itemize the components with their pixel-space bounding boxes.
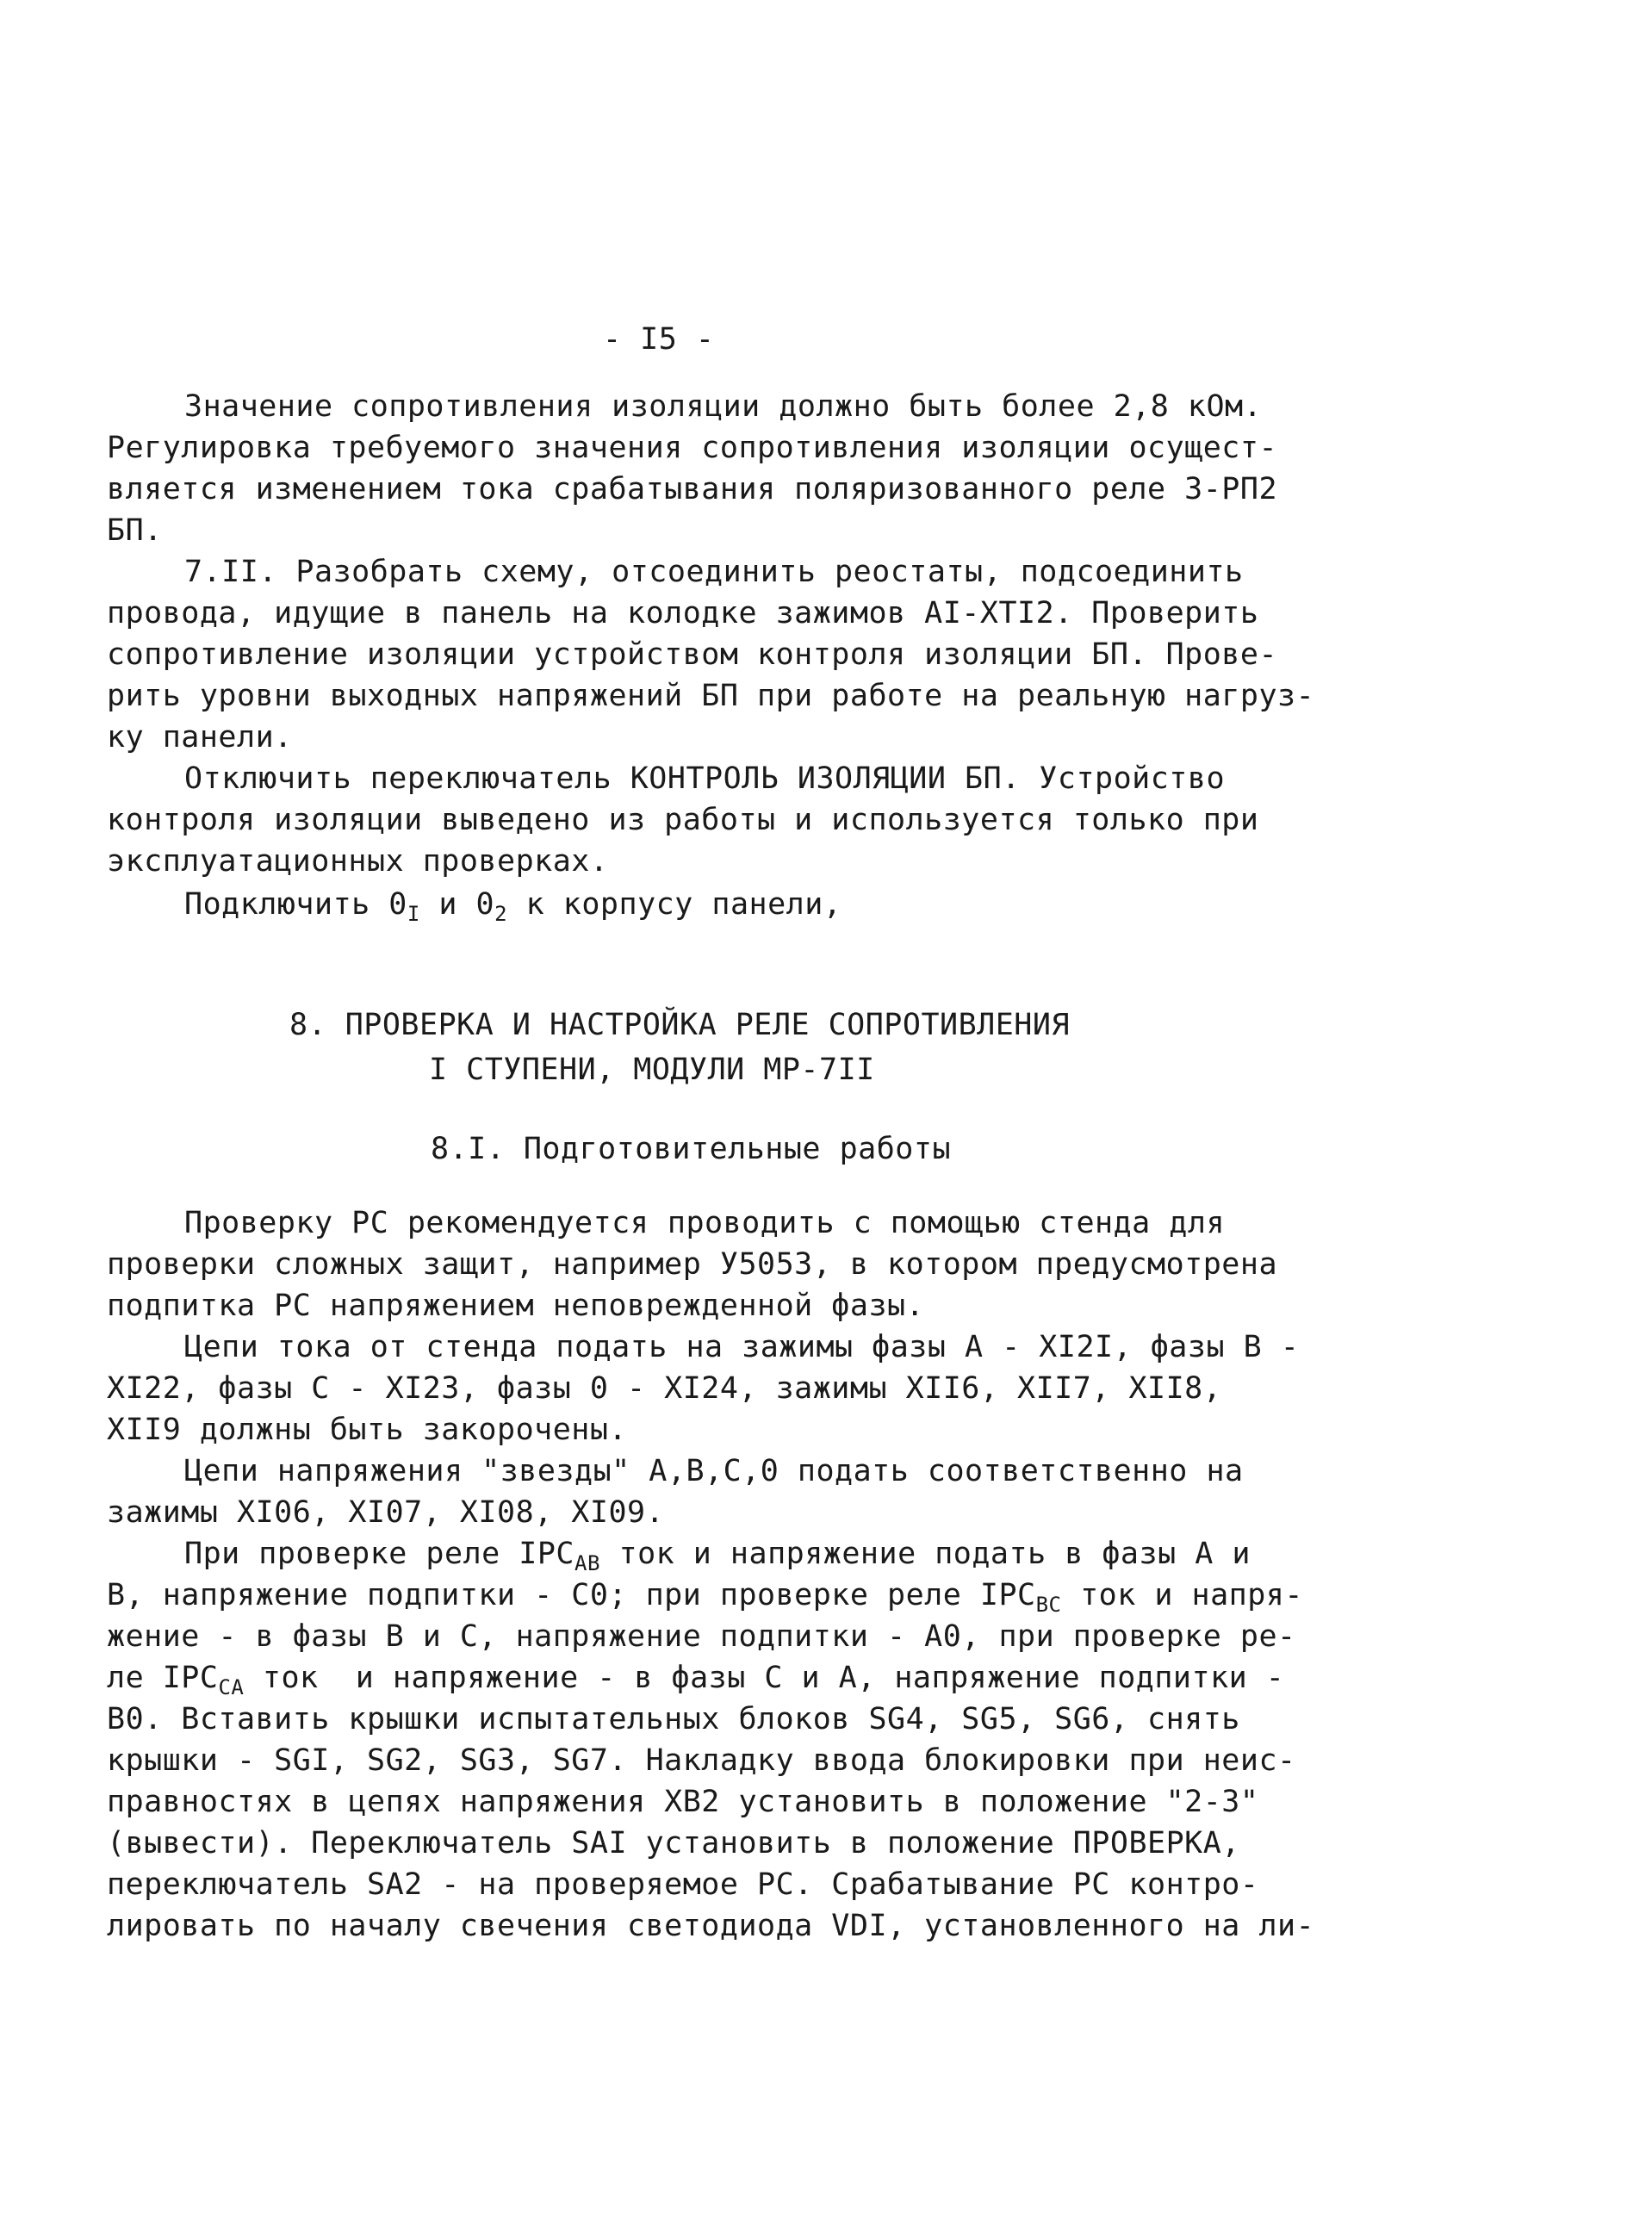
text-line: БП. [107, 513, 163, 548]
text-line: зажимы XI06, XI07, XI08, XI09. [107, 1495, 665, 1530]
text-line: эксплуатационных проверках. [107, 844, 609, 879]
text-line: Подключить $0_I$ и $0_2$ к корпусу панели, [184, 887, 842, 926]
text-line: При проверке реле $IPC_{AB}$ ток и напряжение подать в фазы А и [184, 1537, 1251, 1575]
text-line: провода, идущие в панель на колодке зажимов AI-XTI2. Проверить [107, 596, 1259, 631]
text-line: ку панели. [107, 720, 293, 755]
text-line: контроля изоляции выведено из работы и используется только при [107, 803, 1259, 837]
text-line: Цепи тока от стенда подать на зажимы фазы А - XI2I, фазы В - [184, 1330, 1300, 1364]
text-line: жение - в фазы В и С, напряжение подпитки - А0, при проверке ре- [107, 1619, 1296, 1654]
text-line: (вывести). Переключатель SAI установить в положение ПРОВЕРКА, [107, 1826, 1240, 1861]
text-line: Проверку РС рекомендуется проводить с помощью стенда для [184, 1206, 1226, 1240]
text-line: В, напряжение подпитки - С0; при проверке реле $IPC_{BC}$ ток и напря- [107, 1578, 1303, 1617]
text-line: Цепи напряжения "звезды" А,В,С,0 подать соответственно на [184, 1454, 1244, 1488]
text-line: Отключить переключатель КОНТРОЛЬ ИЗОЛЯЦИИ БП. Устройство [184, 761, 1226, 796]
text-line: проверки сложных защит, например У5053, в котором предусмотрена [107, 1247, 1278, 1282]
text-line: правностях в цепях напряжения ХВ2 установить в положение "2-3" [107, 1785, 1259, 1819]
text-line: сопротивление изоляции устройством контроля изоляции БП. Прове- [107, 637, 1278, 672]
text-line: XII9 должны быть закорочены. [107, 1413, 628, 1447]
page-number: - I5 - [603, 322, 715, 357]
text-line: Регулировка требуемого значения сопротивления изоляции осущест- [107, 431, 1278, 465]
text-line: 7.II. Разобрать схему, отсоединить реостаты, подсоединить [184, 555, 1244, 589]
text-line: рить уровни выходных напряжений БП при работе на реальную нагруз- [107, 679, 1315, 713]
text-line: ле $IPC_{CA}$ ток и напряжение - в фазы С и А, напряжение подпитки - [107, 1661, 1285, 1699]
text-line: переключатель SA2 - на проверяемое РС. Срабатывание РС контро- [107, 1867, 1259, 1902]
text-line: вляется изменением тока срабатывания поляризованного реле 3-РП2 [107, 472, 1278, 506]
section-title: I СТУПЕНИ, МОДУЛИ МР-7II [429, 1053, 875, 1087]
text-line: XI22, фазы С - XI23, фазы 0 - XI24, зажимы XII6, XII7, XII8, [107, 1371, 1222, 1406]
section-subtitle: 8.I. Подготовительные работы [431, 1132, 952, 1166]
text-line: лировать по началу свечения светодиода VDI, установленного на ли- [107, 1909, 1315, 1943]
section-title: 8. ПРОВЕРКА И НАСТРОЙКА РЕЛЕ СОПРОТИВЛЕНИЯ [289, 1008, 1071, 1042]
text-line: Значение сопротивления изоляции должно быть более 2,8 кОм. [184, 389, 1263, 424]
text-line: крышки - SGI, SG2, SG3, SG7. Накладку ввода блокировки при неис- [107, 1743, 1296, 1778]
text-line: В0. Вставить крышки испытательных блоков SG4, SG5, SG6, снять [107, 1702, 1240, 1736]
text-line: подпитка РС напряжением неповрежденной фазы. [107, 1289, 925, 1323]
